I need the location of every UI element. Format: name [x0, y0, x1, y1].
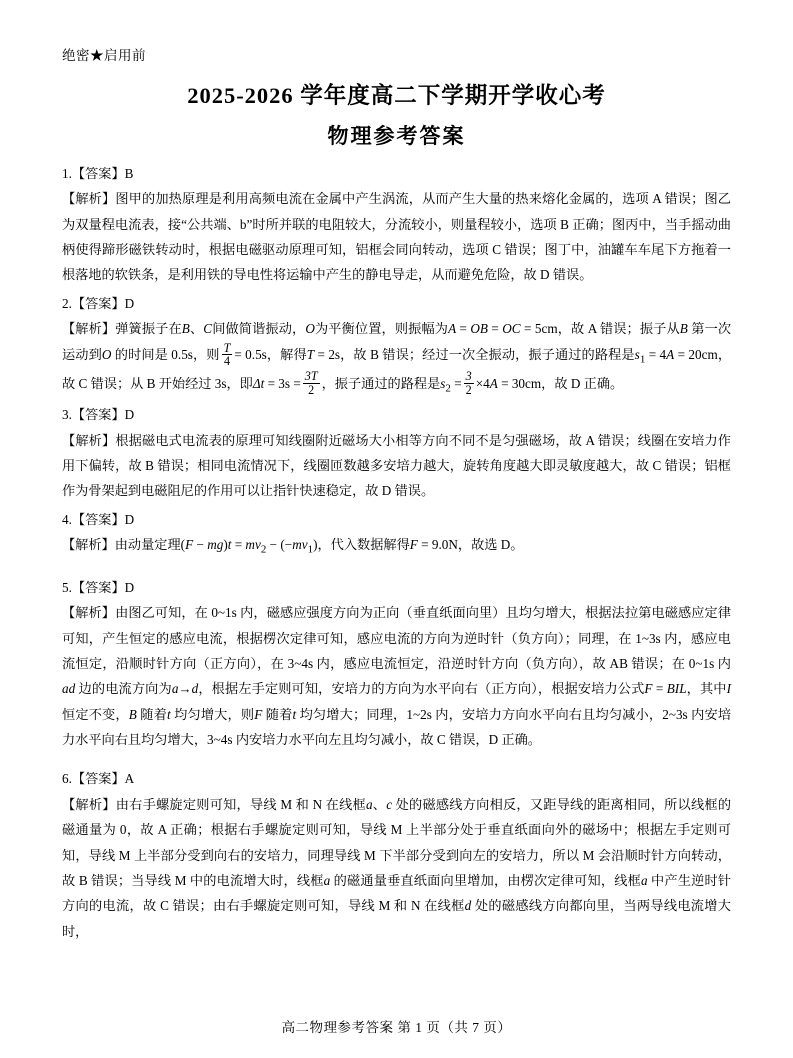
- question-block-6: [62, 769, 731, 944]
- answer-line-3: [62, 405, 731, 425]
- explanation-line-4: [62, 532, 731, 561]
- answer-line-1: [62, 164, 731, 184]
- question-block-2: [62, 294, 731, 399]
- block-spacer: [62, 566, 731, 572]
- secret-mark: 绝密★启用前: [62, 48, 146, 63]
- question-number-6: 6.: [62, 771, 72, 787]
- explanation-text-3: 根据磁电式电流表的原理可知线圈附近磁场大小相等方向不同不是匀强磁场，故 A 错误；线圈在安培力作用下偏转，故 B 错误；相同电流情况下，线圈匝数越多安培力越大，旋转角度越大即灵敏度越大，故 C 错误；铝框作为骨架起到电磁阻尼的作用可以让指针快速稳定，故 D 错误。: [62, 432, 731, 499]
- answer-label-3: 【答案】: [71, 407, 125, 423]
- explanation-text-6: 由右手螺旋定则可知，导线 M 和 N 在线框a、c 处的磁感线方向相反，又距导线的距离相同，所以线框的磁通量为 0，故 A 正确；根据右手螺旋定则可知，导线 M 上半部分处于垂直纸面向外的磁场中；根据左手定则可知，导线 M 上半部分受到向右的安培力，同理导线 M 下半部分受到向左的安培力，所以 M 会沿顺时针方向转动，故 B 错误；当导线 M 中的电流增大时，线框a 的磁通量垂直纸面向里增加，由楞次定律可知，线框a 中产生逆时针方向的电流，故 C 错误；由右手螺旋定则可知，导线 M 和 N 在线框d 处的磁感线方向都向里，当两导线电流增大时，: [62, 796, 732, 939]
- question-number-4: 4.: [62, 511, 72, 527]
- explanation-line-2: [62, 316, 731, 399]
- explanation-label-1: 【解析】: [62, 191, 116, 207]
- explanation-label-4: 【解析】: [62, 537, 115, 553]
- page-title: 2025-2026 学年度高二下学期开学收心考: [187, 83, 606, 108]
- explanation-line-3: [62, 428, 731, 504]
- question-number-1: 1.: [62, 166, 72, 181]
- question-number-3: 3.: [62, 407, 72, 423]
- explanation-label-2: 【解析】: [62, 321, 116, 337]
- answer-line-6: [62, 769, 731, 789]
- question-block-1: [62, 164, 731, 288]
- explanation-line-1: [62, 186, 731, 287]
- explanation-text-2: 弹簧振子在B、C间做简谐振动，O为平衡位置，则振幅为A = OB = OC = 5cm，故 A 错误；振子从B 第一次运动到O 的时间是 0.5s，则 $\frac{T}{4}$ = 0.5s，解得T = 2s，故 B 错误；经过一次全振动，振子通过的路程是$s_1 = 4A = 20cm$，故 C 错误；从 B 开始经过 3s，即Δt = 3s = $\frac{3T}{2}$ ，振子通过的路程是$s_2$ = $\frac{3}{2}$ ×4A = 30cm，故 D 正确。: [62, 321, 732, 398]
- question-block-4: [62, 510, 731, 561]
- answer-value-3: D: [124, 407, 135, 423]
- answer-label-1: 【答案】: [71, 166, 125, 181]
- explanation-line-6: [62, 792, 731, 944]
- page-footer: 高二物理参考答案 第 1 页（共 7 页）: [281, 1020, 512, 1035]
- answer-value-5: D: [124, 579, 135, 595]
- answer-label-4: 【答案】: [71, 511, 125, 527]
- page-subtitle: 物理参考答案: [327, 124, 466, 148]
- explanation-label-5: 【解析】: [62, 605, 116, 621]
- answer-label-6: 【答案】: [71, 771, 125, 787]
- answer-line-2: [62, 294, 731, 314]
- answer-value-2: D: [124, 295, 135, 311]
- question-number-2: 2.: [62, 295, 72, 311]
- explanation-label-6: 【解析】: [62, 796, 116, 812]
- answer-value-6: A: [124, 771, 135, 787]
- answer-value-1: B: [124, 166, 134, 181]
- explanation-label-3: 【解析】: [62, 432, 116, 448]
- answer-label-5: 【答案】: [71, 579, 125, 595]
- block-spacer-2: [62, 757, 731, 763]
- answer-line-5: [62, 578, 731, 598]
- question-block-5: [62, 578, 731, 753]
- explanation-text-1: 图甲的加热原理是利用高频电流在金属中产生涡流，从而产生大量的热来熔化金属的，选项 A 错误；图乙为双量程电流表，接“公共端、b”时所并联的电阻较大，分流较小，则量程较小，选项 B 正确；图丙中，当手摇动曲柄使得蹄形磁铁转动时，根据电磁驱动原理可知，铝框会同向转动，选项 C 错误；图丁中，油罐车车尾下方拖着一根落地的软铁条，是利用铁的导电性将运输中产生的静电导走，从而避免危险，故 D 错误。: [62, 191, 731, 283]
- question-block-3: [62, 405, 731, 503]
- question-number-5: 5.: [62, 579, 72, 595]
- explanation-text-5: 由图乙可知，在 0~1s 内，磁感应强度方向为正向（垂直纸面向里）且均匀增大，根据法拉第电磁感应定律可知，产生恒定的感应电流，根据楞次定律可知，感应电流的方向为逆时针（负方向）；同理，在 1~3s 内，感应电流恒定，沿顺时针方向（正方向），在 3~4s 内，感应电流恒定，沿逆时针方向（负方向），故 AB 错误；在 0~1s 内ad 边的电流方向为a→d，根据左手定则可知，安培力的方向为水平向右（正方向），根据安培力公式F = BIL，其中I 恒定不变，B 随着t 均匀增大，则F 随着t 均匀增大；同理，1~2s 内，安培力方向水平向右且均匀减小，2~3s 内安培力水平向右且均匀增大，3~4s 内安培力水平向左且均匀减小，故 C 错误，D 正确。: [62, 605, 732, 748]
- answer-value-4: D: [124, 511, 135, 527]
- answer-line-4: [62, 510, 731, 530]
- explanation-text-4: 由动量定理$(F - mg)t = mv_2 - (-mv_1)$，代入数据解得F = 9.0N，故选 D。: [114, 537, 524, 556]
- explanation-line-5: [62, 600, 731, 752]
- answer-label-2: 【答案】: [71, 295, 125, 311]
